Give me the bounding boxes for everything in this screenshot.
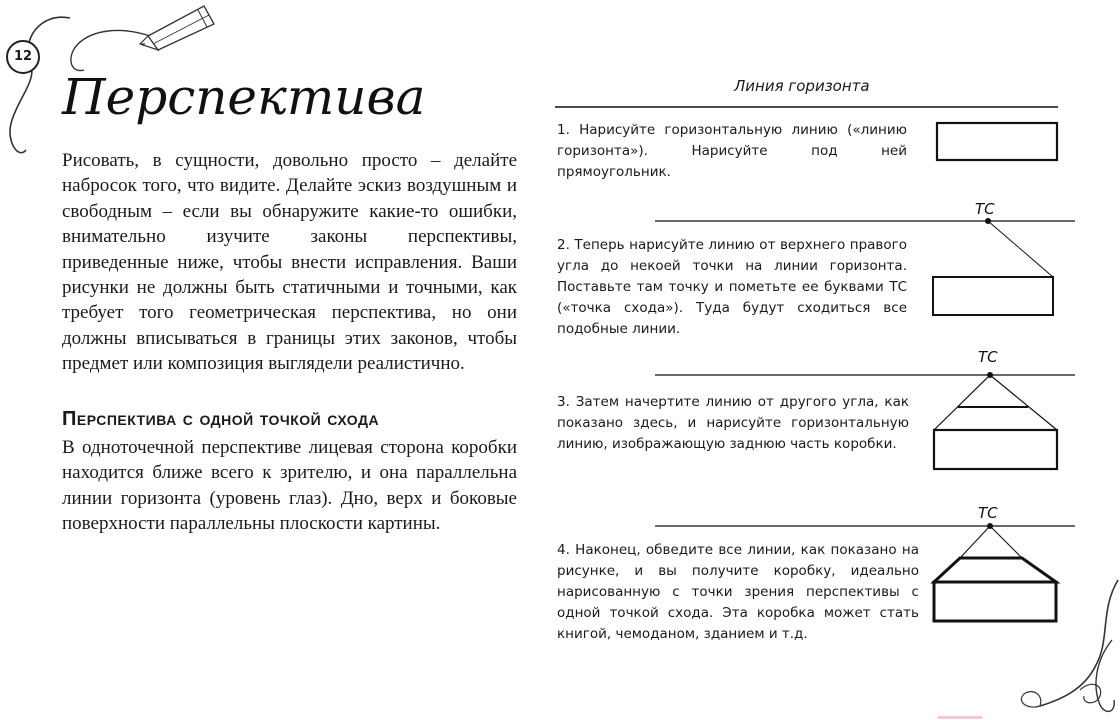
convergence-line-left (960, 526, 990, 558)
step-4-text: 4. Наконец, обведите все линии, как показано на рисунке, и вы получите коробку, идеально нарисованную с точки зрения перспективы с одной точкой схода. Эта коробка может стать книгой, чемоданом, зданием и т.д. (557, 542, 919, 642)
convergence-line-left (934, 375, 990, 430)
step-2-diagram (655, 200, 1075, 315)
vanishing-point-label: ТС (975, 200, 995, 218)
page-title: Перспектива (62, 68, 426, 126)
step-3-diagram (655, 348, 1075, 469)
intro-paragraph: Рисовать, в сущности, довольно просто – делайте набросок того, что видите. Делайте эскиз воздушным и свободным – если вы обнаружите какие-то ошибки, внимательно изучите законы перспективы, приведенные ниже, чтобы внести исправления. Ваши рисунки не должны быть статичными и точными, как требует того геометрическая перспектива, но они должны вписываться в границы этих законов, чтобы предмет или композиция выглядели реалистично. (62, 150, 517, 375)
box-top-face (934, 558, 1056, 582)
page-number: 12 (6, 40, 40, 74)
section-heading: Перспектива с одной точкой схода (62, 408, 380, 430)
step-4-diagram (655, 504, 1075, 621)
box-front-rect (933, 277, 1053, 315)
convergence-line-right (990, 375, 1057, 430)
convergence-line (988, 221, 1053, 277)
step-1-text: 1. Нарисуйте горизонтальную линию («линию горизонта»). Нарисуйте под ней прямоугольник. (557, 122, 907, 180)
box-front-rect (934, 582, 1056, 621)
step-1-diagram (555, 107, 1058, 160)
vanishing-point-label: ТС (978, 348, 998, 366)
step-2-text: 2. Теперь нарисуйте линию от верхнего правого угла до некоей точки на линии горизонта. Поставьте там точку и пометьте ее буквами ТС («точка схода»). Туда будут сходиться все подобные линии. (557, 237, 907, 337)
box-front-rect (934, 430, 1057, 469)
convergence-line-right (990, 526, 1022, 558)
horizon-line-caption: Линия горизонта (734, 77, 870, 95)
box-front-rect (937, 123, 1057, 160)
vanishing-point-label: ТС (978, 504, 998, 522)
step-3-text: 3. Затем начертите линию от другого угла, как показано здесь, и нарисуйте горизонтальную линию, изображающую заднюю часть коробки. (557, 394, 909, 452)
section-paragraph: В одноточечной перспективе лицевая сторона коробки находится ближе всего к зрителю, и она параллельна линии горизонта (уровень глаз). Дно, верх и боковые поверхности параллельны плоскости картины. (62, 437, 517, 535)
